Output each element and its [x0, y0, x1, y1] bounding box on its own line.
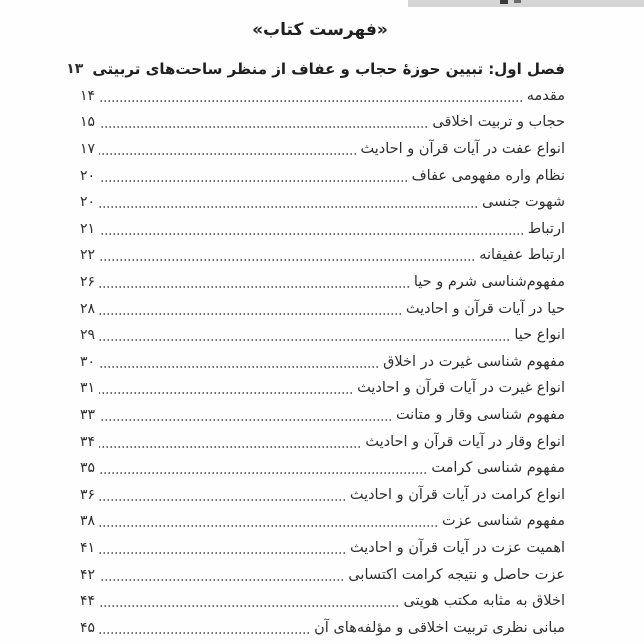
entry-title: انواع غیرت در آیات قرآن و احادیث: [357, 380, 565, 397]
entry-page-number: ۱۵: [79, 114, 95, 131]
entry-title: مبانی نظری تربیت اخلاقی و مؤلفه‌های آن: [314, 619, 565, 636]
toc-entry: [75, 614, 565, 641]
entry-page-number: ۴۵: [79, 619, 95, 636]
toc-entry: [75, 242, 565, 269]
toc-entry: [75, 402, 565, 429]
dot-leader: [99, 286, 409, 288]
entry-title: مفهوم شناسی کرامت: [431, 460, 565, 477]
dot-leader: [99, 419, 391, 421]
dot-leader: [99, 259, 474, 261]
entry-page-number: ۱۴: [79, 87, 95, 104]
entry-page-number: ۲۹: [79, 327, 95, 344]
toc-entry: [75, 349, 565, 376]
artifact-mark-icon: [514, 0, 521, 3]
toc-entry: [75, 482, 565, 509]
toc-entry: [75, 269, 565, 296]
dot-leader: [99, 392, 352, 394]
toc-entry: [75, 455, 565, 482]
toc-entry: [75, 162, 565, 189]
toc-entry: [75, 322, 565, 349]
dot-leader: [99, 366, 378, 368]
entry-page-number: ۳۶: [79, 486, 95, 503]
table-of-contents: [66, 18, 565, 641]
toc-entry: [75, 189, 565, 216]
page-title: «فهرست کتاب»: [252, 20, 388, 40]
entry-title: مفهوم شناسی غیرت در اخلاق: [383, 353, 565, 370]
toc-chapter-row: [66, 56, 565, 83]
chapter-title: فصل اول: تبیین حوزهٔ حجاب و عفاف از منظر ساحت‌های تربیتی: [92, 60, 565, 79]
dot-leader: [99, 233, 523, 235]
entry-title: شهوت جنسی: [482, 194, 565, 211]
entry-title: نظام واره مفهومی عفاف: [411, 167, 565, 184]
entry-title: انواع وقار در آیات قرآن و احادیث: [365, 433, 565, 450]
entry-page-number: ۲۰: [79, 194, 95, 211]
dot-leader: [99, 180, 407, 182]
entry-title: ارتباط عفیفانه: [479, 247, 565, 264]
dot-leader: [99, 579, 343, 581]
dot-leader: [99, 632, 309, 634]
entry-title: حجاب و تربیت اخلاقی: [432, 114, 565, 131]
toc-entry: [75, 83, 565, 110]
entry-title: مفهوم شناسی وقار و متانت: [395, 407, 565, 424]
entry-title: ارتباط: [527, 220, 565, 237]
entry-title: حیا در آیات قرآن و احادیث: [405, 300, 565, 317]
entry-page-number: ۱۷: [79, 141, 95, 158]
toc-entry: [75, 109, 565, 136]
entry-title: عزت حاصل و نتیجه کرامت اکتسابی: [348, 566, 565, 583]
dot-leader: [99, 472, 426, 474]
chapter-page-number: ۱۳: [66, 61, 84, 78]
dot-leader: [99, 552, 345, 554]
entry-page-number: ۲۶: [79, 274, 95, 291]
entry-title: انواع کرامت در آیات قرآن و احادیث: [349, 486, 565, 503]
dot-leader: [99, 153, 356, 155]
entry-page-number: ۲۸: [79, 300, 95, 317]
toc-entry: [75, 375, 565, 402]
entry-page-number: ۳۵: [79, 460, 95, 477]
dot-leader: [99, 206, 477, 208]
entry-title: انواع عفت در آیات قرآن و احادیث: [360, 141, 565, 158]
dot-leader: [99, 126, 427, 128]
dot-leader: [99, 339, 509, 341]
dot-leader: [99, 446, 360, 448]
toc-entry: [75, 561, 565, 588]
entry-title: اهمیت عزت در آیات قرآن و احادیث: [350, 539, 565, 556]
dot-leader: [99, 605, 398, 607]
dot-leader: [99, 313, 401, 315]
entry-title: مقدمه: [526, 87, 565, 104]
toc-entry: [75, 295, 565, 322]
entry-page-number: ۳۱: [79, 380, 95, 397]
entry-page-number: ۳۰: [79, 353, 95, 370]
dot-leader: [99, 499, 345, 501]
entry-page-number: ۲۰: [79, 167, 95, 184]
entry-page-number: ۲۲: [79, 247, 95, 264]
toc-entry: [75, 535, 565, 562]
entry-page-number: ۴۲: [79, 566, 95, 583]
entry-title: مفهوم شناسی عزت: [442, 513, 565, 530]
entry-page-number: ۲۱: [79, 220, 95, 237]
entry-page-number: ۴۱: [79, 539, 95, 556]
toc-entry: [75, 428, 565, 455]
entry-title: مفهوم‌شناسی شرم و حیا: [413, 274, 565, 291]
toc-entry: [75, 588, 565, 615]
entry-page-number: ۴۴: [79, 593, 95, 610]
entry-page-number: ۳۴: [79, 433, 95, 450]
artifact-mark-icon: [500, 0, 508, 4]
dot-leader: [99, 100, 522, 102]
entry-title: اخلاق به مثابه مکتب هویتی: [403, 593, 565, 610]
toc-entry: [75, 136, 565, 163]
toc-entry: [75, 508, 565, 535]
entry-page-number: ۳۳: [79, 407, 95, 424]
entry-page-number: ۳۸: [79, 513, 95, 530]
cropped-ui-fragment: [408, 0, 644, 7]
entry-title: انواع حیا: [514, 327, 565, 344]
dot-leader: [99, 525, 437, 527]
toc-entry: [75, 216, 565, 243]
